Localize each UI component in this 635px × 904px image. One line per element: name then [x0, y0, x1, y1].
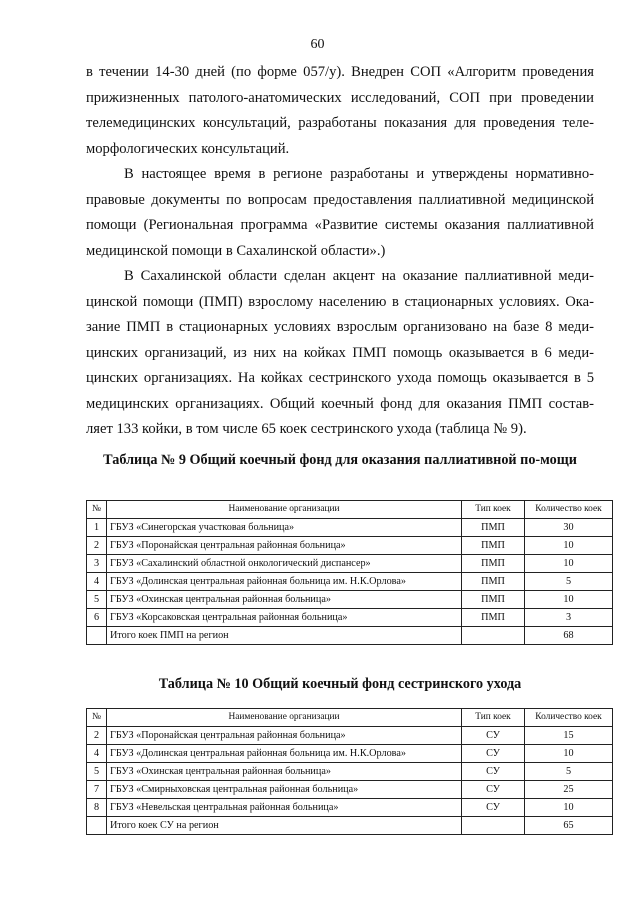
row-number: 2 [87, 727, 107, 745]
header-cell-organization: Наименование организации [107, 501, 462, 519]
table-row [87, 573, 613, 591]
organization-name: ГБУЗ «Долинская центральная районная больница им. Н.К.Орлова» [107, 745, 462, 763]
bed-type: ПМП [462, 609, 525, 627]
row-number: 5 [87, 591, 107, 609]
header-cell-bed-type: Тип коек [462, 709, 525, 727]
body-text [86, 60, 594, 443]
organization-name: ГБУЗ «Невельская центральная районная больница» [107, 799, 462, 817]
table-header-row [87, 709, 613, 727]
bed-count: 10 [525, 555, 613, 573]
paragraph: В настоящее время в регионе разработаны и утверждены нормативно-правовые документы по вопросам предоставления паллиативной медицинской помощи (Региональная программа «Развитие системы оказания паллиативной медицинской помощи в Сахалинской области».) [86, 166, 594, 259]
bed-type: ПМП [462, 591, 525, 609]
organization-name: ГБУЗ «Охинская центральная районная больница» [107, 763, 462, 781]
header-cell-number: № [87, 501, 107, 519]
bed-type: СУ [462, 763, 525, 781]
row-number [87, 817, 107, 835]
organization-name: ГБУЗ «Долинская центральная районная больница им. Н.К.Орлова» [107, 573, 462, 591]
page-number: 60 [310, 37, 325, 52]
table-row [87, 537, 613, 555]
table-9-title: Таблица № 9 Общий коечный фонд для оказания паллиативной по-мощи [103, 452, 577, 468]
row-number: 7 [87, 781, 107, 799]
bed-type: ПМП [462, 537, 525, 555]
bed-count: 68 [525, 627, 613, 645]
table-total-row [87, 817, 613, 835]
bed-type: СУ [462, 727, 525, 745]
row-number: 4 [87, 745, 107, 763]
table-row [87, 799, 613, 817]
bed-count: 3 [525, 609, 613, 627]
header-cell-bed-type: Тип коек [462, 501, 525, 519]
table-row [87, 781, 613, 799]
table-10 [86, 708, 613, 835]
bed-count: 25 [525, 781, 613, 799]
table-row [87, 763, 613, 781]
bed-type: ПМП [462, 573, 525, 591]
bed-count: 10 [525, 745, 613, 763]
bed-type [462, 627, 525, 645]
table-row [87, 591, 613, 609]
table-row [87, 727, 613, 745]
table-9-body [87, 519, 613, 645]
row-number: 1 [87, 519, 107, 537]
bed-type [462, 817, 525, 835]
table-row [87, 609, 613, 627]
row-number: 5 [87, 763, 107, 781]
organization-name: ГБУЗ «Охинская центральная районная больница» [107, 591, 462, 609]
header-cell-bed-count: Количество коек [525, 709, 613, 727]
header-cell-organization: Наименование организации [107, 709, 462, 727]
organization-name: ГБУЗ «Сахалинский областной онкологический диспансер» [107, 555, 462, 573]
bed-type: ПМП [462, 555, 525, 573]
row-number: 8 [87, 799, 107, 817]
bed-type: СУ [462, 781, 525, 799]
paragraph: В Сахалинской области сделан акцент на оказание паллиативной меди-цинской помощи (ПМП) взрослому населению в стационарных условиях. Ока-зание ПМП в стационарных условиях взрослым организовано на базе 8 меди-цинских организаций, из них на койках ПМП помощь оказывается в 6 меди-цинских организациях. На койках сестринского ухода помощь оказывается в 5 медицинских организациях. Общий коечный фонд для оказания ПМП состав-ляет 133 койки, в том числе 65 коек сестринского ухода (таблица № 9). [86, 268, 594, 437]
row-number: 6 [87, 609, 107, 627]
table-header-row [87, 501, 613, 519]
table-row [87, 555, 613, 573]
paragraph: в течении 14-30 дней (по форме 057/у). Внедрен СОП «Алгоритм проведения прижизненных патолого-анатомических исследований, СОП при проведении телемедицинских консультаций, разработаны показания для проведения теле-морфологических консультаций. [86, 64, 594, 157]
organization-name: Итого коек СУ на регион [107, 817, 462, 835]
table-9 [86, 500, 613, 645]
row-number: 2 [87, 537, 107, 555]
row-number: 3 [87, 555, 107, 573]
organization-name: ГБУЗ «Поронайская центральная районная больница» [107, 537, 462, 555]
bed-type: СУ [462, 799, 525, 817]
bed-count: 5 [525, 573, 613, 591]
table-10-title: Таблица № 10 Общий коечный фонд сестринского ухода [158, 676, 522, 692]
bed-count: 65 [525, 817, 613, 835]
table-row [87, 519, 613, 537]
header-cell-number: № [87, 709, 107, 727]
organization-name: ГБУЗ «Синегорская участковая больница» [107, 519, 462, 537]
table-row [87, 745, 613, 763]
bed-count: 30 [525, 519, 613, 537]
organization-name: ГБУЗ «Смирныховская центральная районная больница» [107, 781, 462, 799]
row-number [87, 627, 107, 645]
organization-name: ГБУЗ «Корсаковская центральная районная больница» [107, 609, 462, 627]
bed-count: 10 [525, 537, 613, 555]
bed-count: 10 [525, 799, 613, 817]
bed-type: ПМП [462, 519, 525, 537]
bed-count: 10 [525, 591, 613, 609]
table-total-row [87, 627, 613, 645]
organization-name: ГБУЗ «Поронайская центральная районная больница» [107, 727, 462, 745]
bed-type: СУ [462, 745, 525, 763]
table-10-body [87, 727, 613, 835]
organization-name: Итого коек ПМП на регион [107, 627, 462, 645]
bed-count: 5 [525, 763, 613, 781]
bed-count: 15 [525, 727, 613, 745]
row-number: 4 [87, 573, 107, 591]
header-cell-bed-count: Количество коек [525, 501, 613, 519]
